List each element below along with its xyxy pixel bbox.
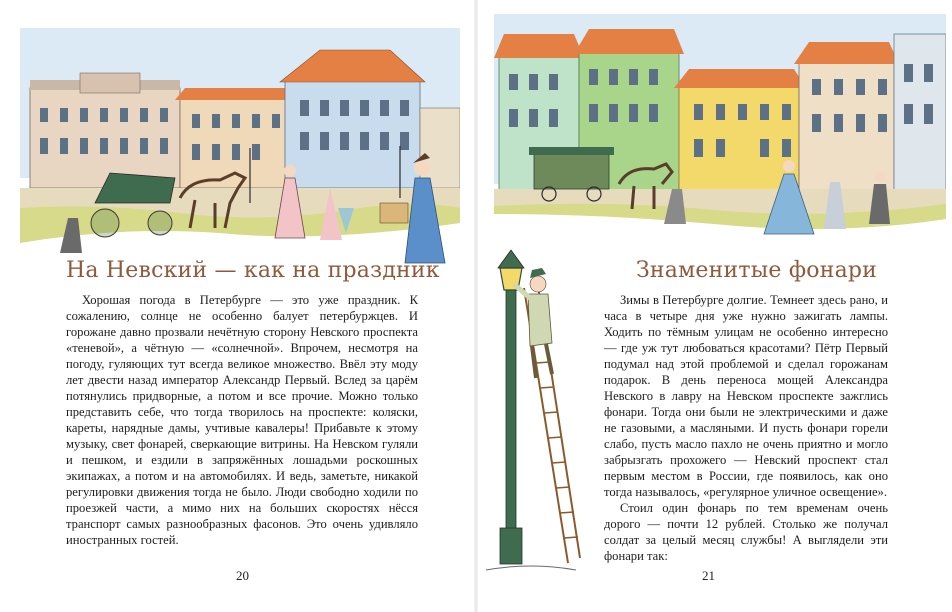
page-number-right: 21 <box>702 568 715 583</box>
heading-right: Знаменитые фонари <box>636 258 878 283</box>
right-page <box>476 0 952 612</box>
heading-left: На Невский — как на праздник <box>66 258 440 283</box>
right-paragraph: Стоил один фонарь по тем временам очень дорого — почти 12 рублей. Столько же получал солдат за целый месяц службы! А выглядели эти фонари так: <box>604 501 888 563</box>
right-paragraph: Зимы в Петербурге долгие. Темнеет здесь рано, и часа в четыре дня уже нужно зажигать лампы. Ходить по тёмным улицам не особенно интересно — где уж тут любоваться красотами? Пётр Первый подумал над этой проблемой и сделал горожанам подарок. В день переноса мощей Александра Невского в лавру на Невском проспекте зажглись фонари. Тогда они были не электрическими и даже не газовыми, а масляными. И пусть фонари горели слабо, пусть масло пахло не очень приятно и могло забрызгать прохожего — Невский проспект стал первым местом в России, где появилось, как оно тогда называлось, «регулярное уличное освещение». <box>604 293 888 499</box>
lamplighter-illustration <box>476 228 586 588</box>
nevsky-street-illustration <box>20 28 460 268</box>
lantern-street-illustration <box>494 14 946 244</box>
left-body-text <box>66 292 418 548</box>
right-body-text <box>604 292 888 564</box>
page-number-left: 20 <box>236 568 249 583</box>
left-paragraph: Хорошая погода в Петербурге — это уже праздник. К сожалению, солнце не особенно балует петербуржцев. И горожане давно прозвали нечётную сторону Невского проспекта «теневой», а чётную — «солнечной». Впрочем, несмотря на погоду, гуляющих тут всегда великое множество. Ввёл эту моду лет двести назад император Александр Первый. Вслед за царём потянулись придворные, а потом и все прочие. Можно только представить себе, что тогда творилось на проспекте: коляски, кареты, нарядные дамы, учтивые кавалеры! Прибавьте к этому музыку, свет фонарей, сверкающие витрины. На Невском гуляли и пешком, и ездили в запряжённых лошадьми роскошных экипажах, а потом и на автомобилях. И ведь, заметьте, никакой регулировки движения тогда не было. Люди свободно ходили по проезжей части, а мимо них на больших скоростях нёсся транспорт самых разнообразных фасонов. Это очень удивляло иностранных гостей. <box>66 293 418 547</box>
